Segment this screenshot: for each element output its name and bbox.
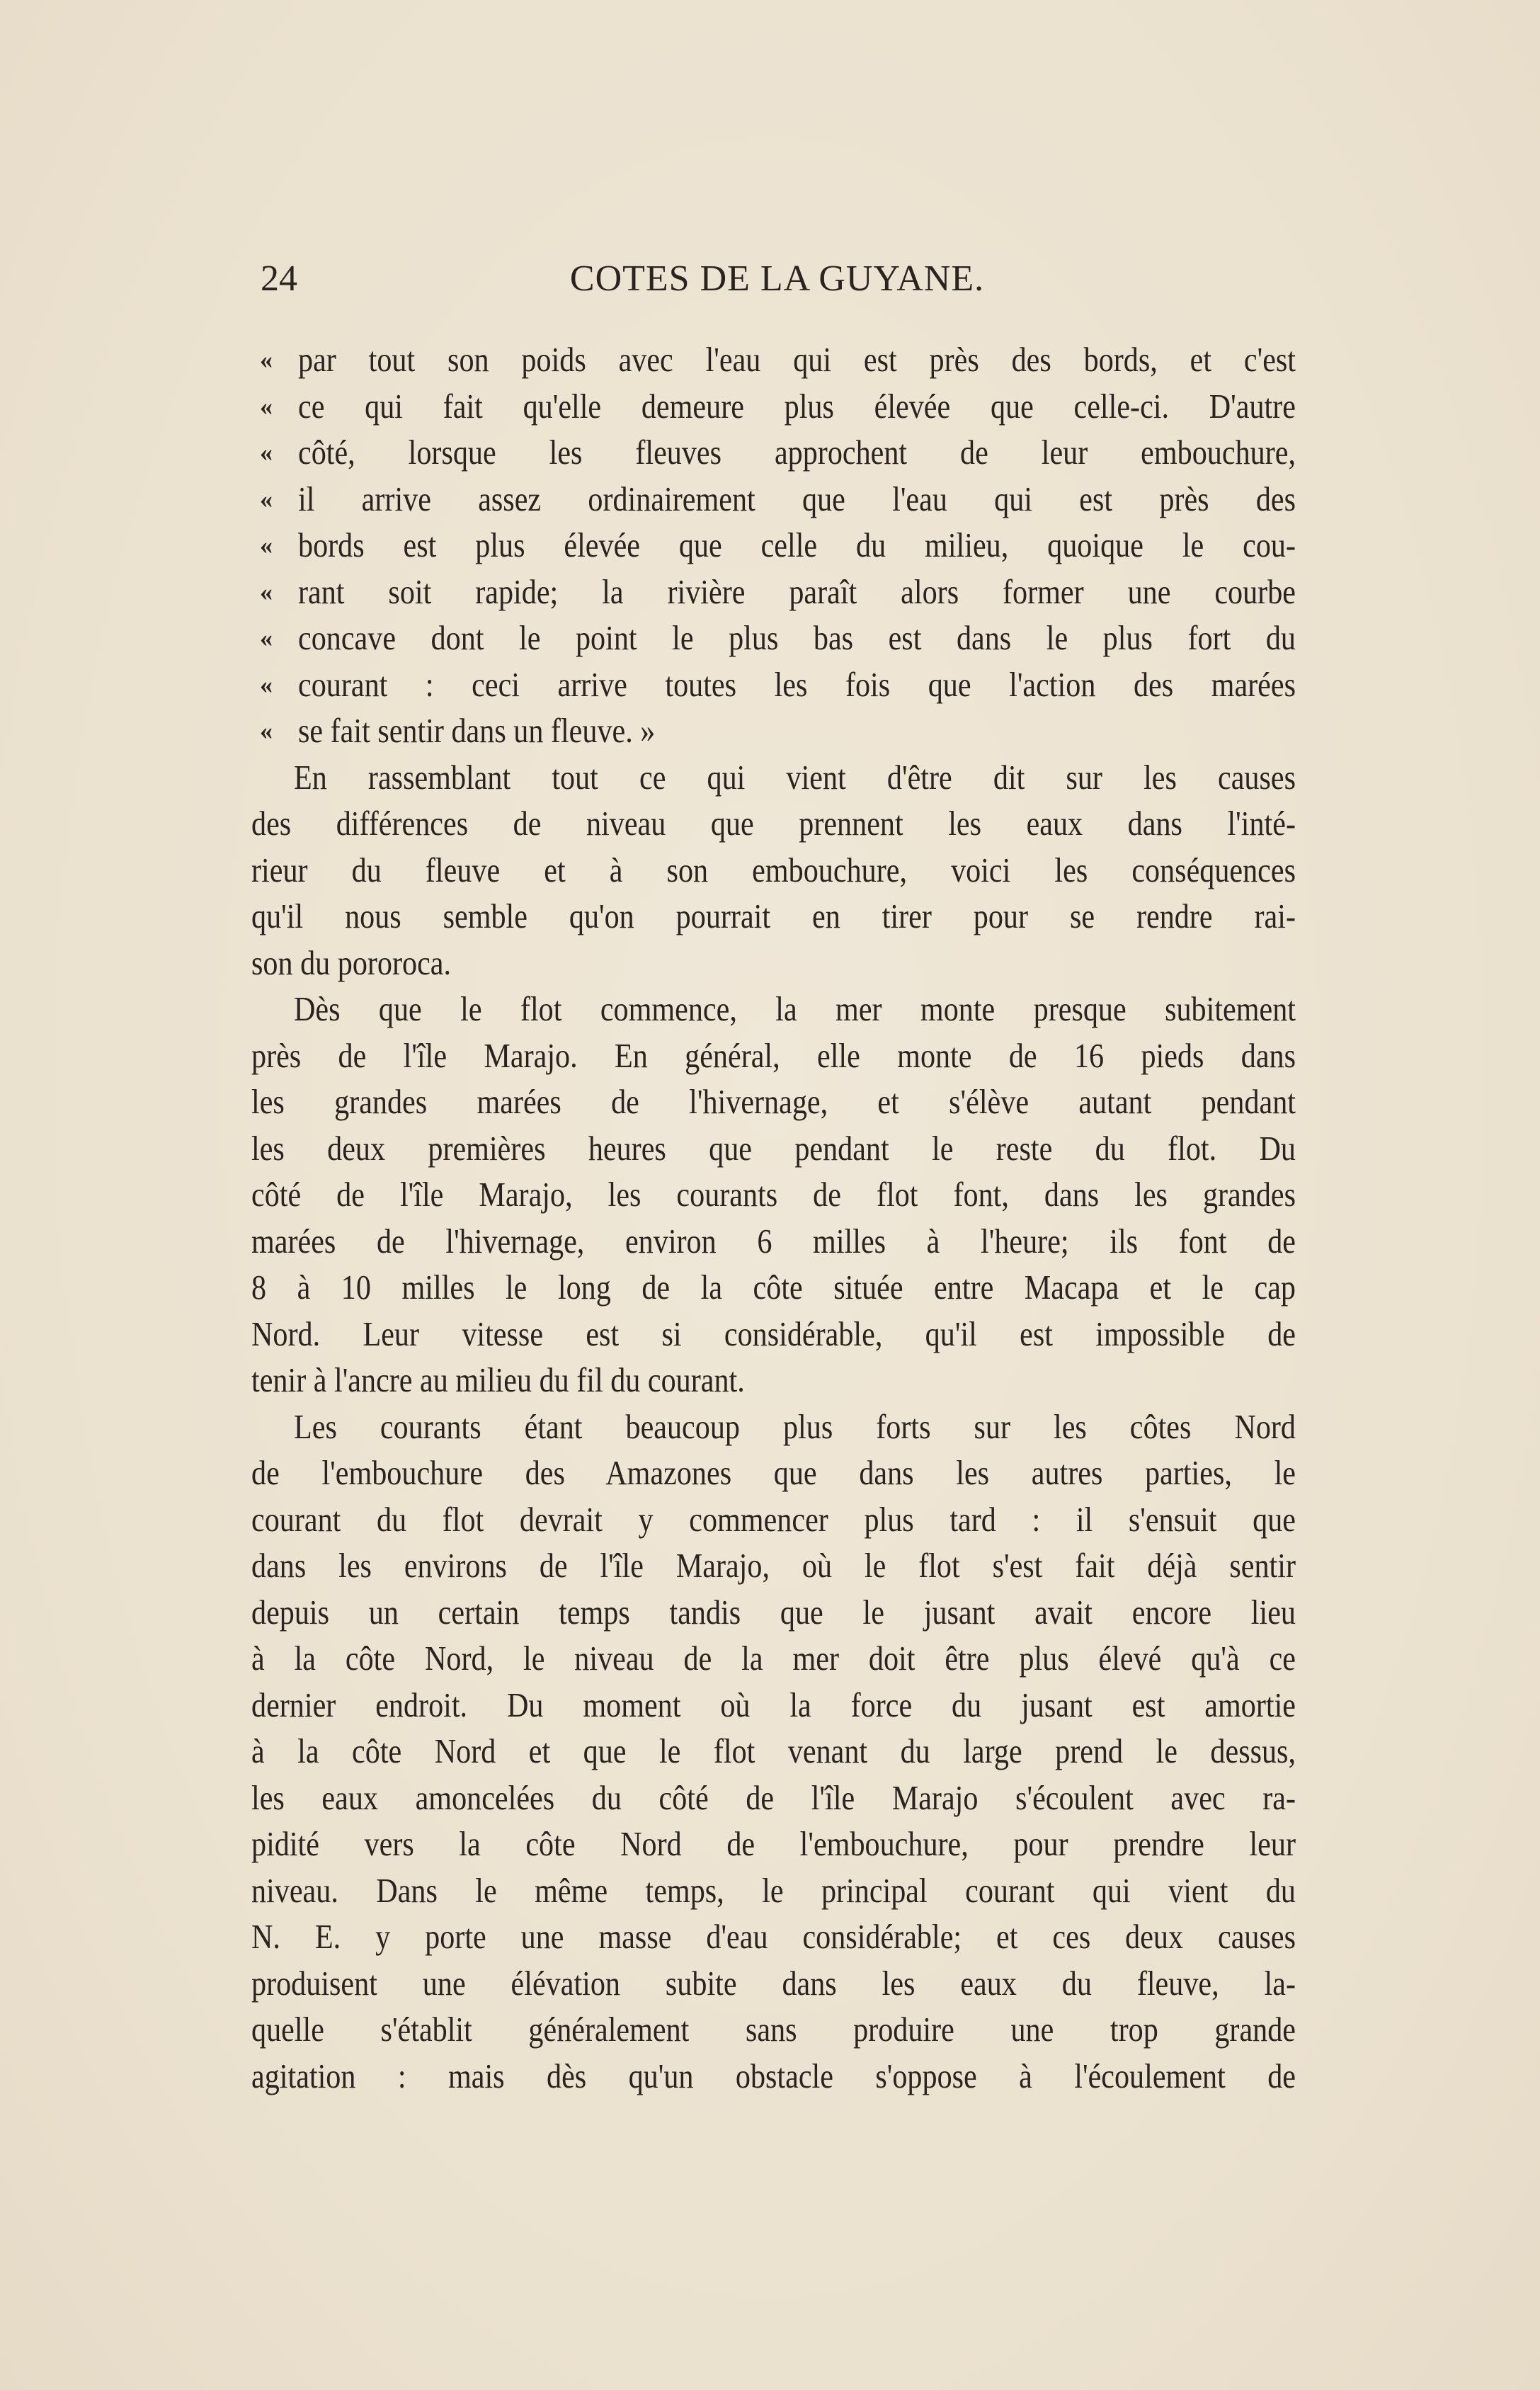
line-text: son du pororoca. bbox=[251, 943, 452, 982]
line-text: agitation : mais dès qu'un obstacle s'oppose à l'écoulement de bbox=[251, 2056, 1296, 2095]
line-text: Les courants étant beaucoup plus forts sur les côtes Nord bbox=[294, 1406, 1296, 1446]
text-line bbox=[251, 522, 1296, 569]
line-text: il arrive assez ordinairement que l'eau qui est près des bbox=[298, 479, 1296, 518]
quote-mark: « bbox=[260, 577, 273, 606]
line-text: quelle s'établit généralement sans produire une trop grande bbox=[251, 2010, 1296, 2049]
text-line bbox=[251, 1775, 1296, 1821]
line-text: marées de l'hivernage, environ 6 milles à l'heure; ils font de bbox=[251, 1221, 1296, 1261]
line-text: ce qui fait qu'elle demeure plus élevée que celle-ci. D'autre bbox=[298, 386, 1296, 426]
text-line bbox=[251, 1913, 1296, 1960]
text-line bbox=[251, 940, 1296, 986]
text-line bbox=[251, 1218, 1296, 1265]
text-line bbox=[251, 383, 1296, 430]
line-text: dans les environs de l'île Marajo, où le flot s'est fait déjà sentir bbox=[251, 1546, 1296, 1585]
line-text: à la côte Nord, le niveau de la mer doit être plus élevé qu'à ce bbox=[251, 1639, 1296, 1678]
text-line bbox=[251, 1171, 1296, 1218]
line-text: Dès que le flot commence, la mer monte presque subitement bbox=[294, 989, 1296, 1028]
text-line bbox=[251, 1635, 1296, 1682]
line-text: par tout son poids avec l'eau qui est près des bords, et c'est bbox=[298, 340, 1296, 379]
text-line bbox=[251, 1264, 1296, 1311]
quote-mark: « bbox=[260, 531, 273, 559]
text-line bbox=[251, 1450, 1296, 1496]
line-text: depuis un certain temps tandis que le jusant avait encore lieu bbox=[251, 1592, 1296, 1632]
text-line bbox=[251, 615, 1296, 661]
text-line bbox=[251, 1960, 1296, 2007]
text-line bbox=[251, 1682, 1296, 1729]
line-text: N. E. y porte une masse d'eau considérable; et ces deux causes bbox=[251, 1917, 1296, 1956]
line-text: à la côte Nord et que le flot venant du large prend le dessus, bbox=[251, 1731, 1296, 1770]
quote-mark: « bbox=[260, 392, 273, 421]
text-line bbox=[251, 1496, 1296, 1543]
text-line bbox=[251, 1404, 1296, 1450]
line-text: rant soit rapide; la rivière paraît alors former une courbe bbox=[298, 571, 1296, 611]
text-line bbox=[251, 2053, 1296, 2100]
text-line bbox=[251, 707, 1296, 754]
quote-mark: « bbox=[260, 346, 273, 374]
text-line bbox=[251, 661, 1296, 708]
line-text: se fait sentir dans un fleuve. » bbox=[298, 711, 656, 750]
text-line bbox=[251, 754, 1296, 801]
quote-mark: « bbox=[260, 484, 273, 513]
quote-mark: « bbox=[260, 717, 273, 745]
line-text: côté de l'île Marajo, les courants de flot font, dans les grandes bbox=[251, 1175, 1296, 1214]
text-line bbox=[251, 893, 1296, 940]
text-line bbox=[251, 1311, 1296, 1358]
text-line bbox=[251, 1542, 1296, 1589]
line-text: les eaux amoncelées du côté de l'île Marajo s'écoulent avec ra- bbox=[251, 1777, 1296, 1817]
text-line bbox=[251, 1032, 1296, 1079]
text-line bbox=[251, 1357, 1296, 1404]
text-line bbox=[251, 1589, 1296, 1636]
quote-mark: « bbox=[260, 624, 273, 652]
line-text: concave dont le point le plus bas est dans le plus fort du bbox=[298, 618, 1296, 657]
line-text: pidité vers la côte Nord de l'embouchure, pour prendre leur bbox=[251, 1824, 1296, 1863]
line-text: les deux premières heures que pendant le reste du flot. Du bbox=[251, 1128, 1296, 1168]
line-text: rieur du fleuve et à son embouchure, voici les conséquences bbox=[251, 850, 1296, 889]
line-text: courant du flot devrait y commencer plus tard : il s'ensuit que bbox=[251, 1499, 1296, 1539]
text-line bbox=[251, 1867, 1296, 1914]
line-text: tenir à l'ancre au milieu du fil du courant. bbox=[251, 1360, 745, 1399]
text-line bbox=[251, 847, 1296, 894]
line-text: dernier endroit. Du moment où la force du jusant est amortie bbox=[251, 1685, 1296, 1724]
line-text: côté, lorsque les fleuves approchent de leur embouchure, bbox=[298, 433, 1296, 472]
line-text: 8 à 10 milles le long de la côte située entre Macapa et le cap bbox=[251, 1268, 1296, 1307]
line-text: niveau. Dans le même temps, le principal courant qui vient du bbox=[251, 1870, 1296, 1910]
text-line bbox=[251, 2006, 1296, 2053]
line-text: En rassemblant tout ce qui vient d'être dit sur les causes bbox=[294, 757, 1296, 797]
text-line bbox=[251, 1728, 1296, 1775]
text-line bbox=[251, 800, 1296, 847]
text-line bbox=[251, 336, 1296, 383]
line-text: les grandes marées de l'hivernage, et s'élève autant pendant bbox=[251, 1082, 1296, 1121]
text-line bbox=[251, 1125, 1296, 1172]
line-text: courant : ceci arrive toutes les fois que l'action des marées bbox=[298, 664, 1296, 704]
page-number: 24 bbox=[261, 258, 297, 299]
text-line bbox=[251, 429, 1296, 476]
quote-mark: « bbox=[260, 670, 273, 699]
line-text: des différences de niveau que prennent les eaux dans l'inté- bbox=[251, 804, 1296, 843]
line-text: bords est plus élevée que celle du milieu, quoique le cou- bbox=[298, 525, 1296, 564]
line-text: de l'embouchure des Amazones que dans les autres parties, le bbox=[251, 1453, 1296, 1492]
text-line bbox=[251, 986, 1296, 1032]
text-line bbox=[251, 1079, 1296, 1125]
text-line bbox=[251, 1821, 1296, 1867]
text-line bbox=[251, 476, 1296, 523]
quote-mark: « bbox=[260, 438, 273, 467]
line-text: Nord. Leur vitesse est si considérable, qu'il est impossible de bbox=[251, 1314, 1296, 1353]
text-line bbox=[251, 569, 1296, 615]
line-text: près de l'île Marajo. En général, elle monte de 16 pieds dans bbox=[251, 1035, 1296, 1075]
line-text: qu'il nous semble qu'on pourrait en tirer pour se rendre rai- bbox=[251, 897, 1296, 935]
line-text: produisent une élévation subite dans les eaux du fleuve, la- bbox=[251, 1963, 1296, 2003]
running-title: COTES DE LA GUYANE. bbox=[569, 258, 985, 299]
